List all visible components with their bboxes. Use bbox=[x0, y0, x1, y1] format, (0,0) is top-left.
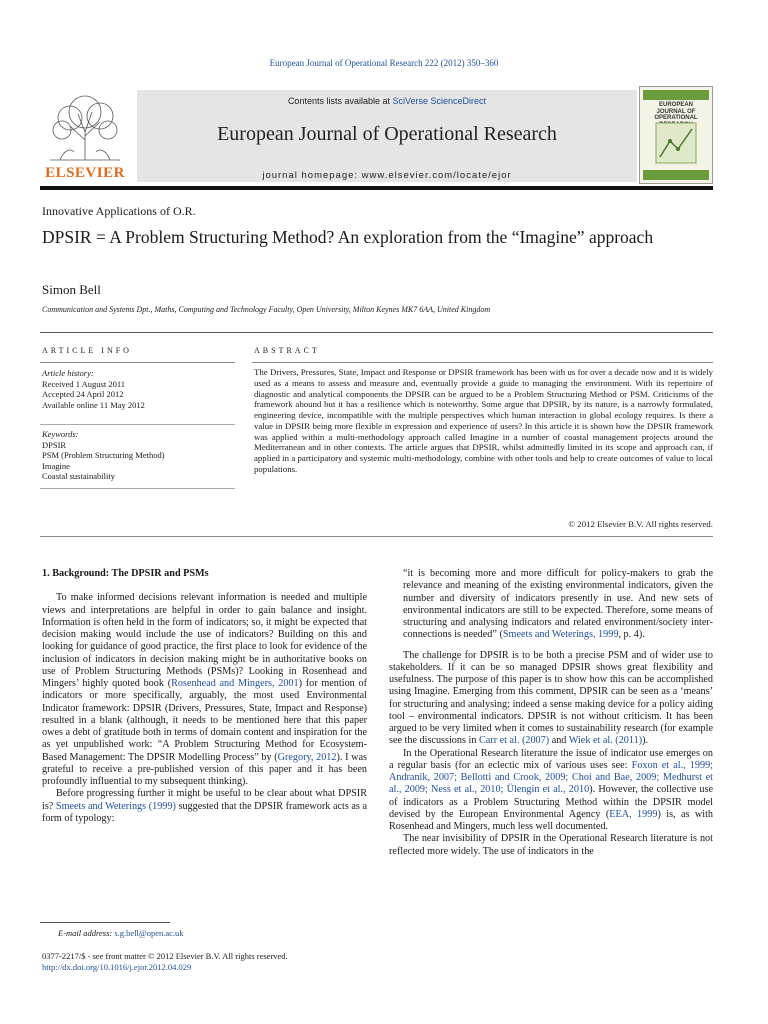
section-heading: 1. Background: The DPSIR and PSMs bbox=[42, 568, 209, 579]
reference-link[interactable]: Rosenhead and Mingers, 2001 bbox=[171, 678, 299, 689]
history-accepted: Accepted 24 April 2012 bbox=[42, 389, 124, 400]
cover-bottom-band bbox=[643, 170, 709, 180]
text: and bbox=[549, 735, 569, 747]
keywords-block bbox=[42, 429, 232, 482]
journal-masthead bbox=[40, 86, 713, 184]
cover-artwork bbox=[654, 121, 698, 165]
body-paragraph bbox=[389, 748, 713, 834]
block-quote bbox=[389, 568, 713, 642]
abstract-rule bbox=[252, 362, 713, 363]
keyword: DPSIR bbox=[42, 439, 67, 450]
body-left-column bbox=[42, 568, 367, 825]
title-rule bbox=[40, 332, 713, 333]
masthead-banner bbox=[137, 90, 637, 182]
abstract-bottom-rule bbox=[40, 536, 713, 537]
keyword: PSM (Problem Structuring Method) bbox=[42, 450, 165, 461]
journal-homepage-link[interactable]: journal homepage: www.elsevier.com/locate/ejor bbox=[262, 170, 512, 181]
text: ) is, as with Rosenhead and Mingers, much less well documented. bbox=[389, 808, 713, 832]
text: , p. 4). bbox=[618, 629, 645, 641]
info-divider bbox=[40, 488, 235, 489]
reference-link[interactable]: Wiek et al. (2011) bbox=[568, 735, 643, 747]
history-received: Received 1 August 2011 bbox=[42, 378, 126, 389]
text: ). I was grateful to receive a pre-published version of this paper and it has been profoundly influential to my subsequent thinking). bbox=[42, 751, 367, 787]
reference-link[interactable]: Gregory, 2012 bbox=[277, 751, 337, 763]
sciencedirect-link[interactable]: SciVerse ScienceDirect bbox=[392, 96, 487, 106]
body-paragraph: The near invisibility of DPSIR in the Operational Research literature is not reflected more widely. The use of indicators in the bbox=[389, 833, 713, 857]
cover-title: EUROPEAN JOURNAL OF OPERATIONAL bbox=[654, 102, 698, 121]
reference-link[interactable]: Foxon et al., 1999; Andranik, 2007; Bellotti and Crook, 2009; Choi and Bae, 2009; Medhurst et al., 2009; Ness et al., 2010; Ülengin et al., 2010 bbox=[389, 759, 713, 796]
masthead-rule bbox=[40, 186, 713, 190]
history-label: Article history: bbox=[42, 368, 94, 378]
body-paragraph bbox=[42, 592, 367, 788]
article-section-type: Innovative Applications of O.R. bbox=[42, 204, 196, 218]
text: The challenge for DPSIR is to be both a precise PSM and of wider use to stakeholders. If it can be so managed DPSIR shows great flexibility and usefulness. The purpose of this paper is to show how this can be accomplished using Imagine. Emerging from this comment, DPSIR can be seen as a ‘means’ for structuring and analysing; indeed a sense making device for a policy aiding tool – environmental indicators. DPSIR is not without criticism. It has been argued to be very limited when it comes to sustainability research (for example see the discussions in bbox=[389, 649, 713, 747]
text: suggested that the DPSIR framework acts as a form of typology: bbox=[42, 800, 367, 824]
article-author: Simon Bell bbox=[42, 282, 101, 297]
reference-link[interactable]: EEA, 1999 bbox=[609, 808, 658, 820]
elsevier-logo[interactable] bbox=[40, 90, 130, 182]
keyword: Imagine bbox=[42, 460, 70, 471]
cover-top-band bbox=[643, 90, 709, 100]
body-paragraph bbox=[389, 650, 713, 748]
abstract-heading: ABSTRACT bbox=[254, 346, 320, 355]
text: “it is becoming more and more difficult for policy-makers to grab the relevance and meaning of the existing environmental indicators, given the number and diversity of indicators presently in use. And new sets of environmental indicators are still to be expected. Therefore, some means of structuring and analysing indicators and related environment/society inter-connections is needed” ( bbox=[403, 568, 713, 641]
keywords-label: Keywords: bbox=[42, 429, 79, 439]
keyword: Coastal sustainability bbox=[42, 471, 115, 482]
text: ). However, the collective use of indicators as a Problem Structuring Method within the DPSIR model devised by the European Environmental Agency ( bbox=[389, 784, 713, 820]
abstract-copyright: © 2012 Elsevier B.V. All rights reserved. bbox=[568, 519, 713, 529]
contents-prefix: Contents lists available at bbox=[287, 96, 393, 106]
reference-link[interactable]: Smeets and Weterings (1999) bbox=[55, 800, 176, 812]
author-affiliation: Communication and Systems Dpt., Maths, Computing and Technology Faculty, Open University, Milton Keynes MK7 6AA, United Kingdom bbox=[42, 305, 491, 314]
article-history bbox=[42, 368, 232, 410]
author-email-footnote bbox=[58, 928, 184, 938]
history-online: Available online 11 May 2012 bbox=[42, 399, 145, 410]
info-divider bbox=[40, 424, 235, 425]
text: To make informed decisions relevant information is needed and multiple views and interpretations are helpful in order to gain balance and insight. Information is often held in the form of indicators; so, it might be expected that decision making would include the use of indicators? Building on this and looking for guidance of good practice, the first place to look for evidence of the inclusion of indicators in decision making might be in authoritative books on use of Problem Structuring Methods (PSMs)? Looking in Rosenhead and Mingers’ highly quoted book ( bbox=[42, 592, 367, 689]
text: In the Operational Research literature the issue of indicator use emerges on a regular basis (for an eclectic mix of various uses see: bbox=[389, 747, 713, 771]
abstract-text: The Drivers, Pressures, State, Impact and Response or DPSIR framework has been with us for over a decade now and it is widely used as a means to assess and measure and, eventually provide a guide to managing the environment. With its repertoire of diagnostic and analytical components the DPSIR can be argued to be a Problem Structuring Method or PSM. Criticisms of the framework abound but it has a resilience which is noteworthy. Some argue that DPSIR, by its nature, is a narrowly formulated, engineering device, incompatible with the multiple perspectives which human interaction in global ecology requires. Is there a value in DPSIR being more flexible in expression and experience of users? In this article it is shown how the DPSIR framework was applied within a multi-methodology approach called Imagine in a number of coastal management projects around the Mediterranean and in other contexts. The article argues that DPSIR, whilst admittedly limited in its scope and approach can, if applied in a participatory and systemic multi-methodology, combine with other tools and help to create outcomes of value to local populations. bbox=[254, 367, 713, 474]
contents-line bbox=[137, 96, 637, 106]
journal-citation[interactable]: European Journal of Operational Research 222 (2012) 350–360 bbox=[269, 58, 499, 68]
issn-line: 0377-2217/$ - see front matter © 2012 Elsevier B.V. All rights reserved. bbox=[42, 951, 288, 961]
footnote-rule bbox=[40, 922, 170, 923]
journal-cover-icon[interactable] bbox=[639, 86, 713, 184]
issn-block bbox=[42, 951, 288, 973]
reference-link[interactable]: Smeets and Weterings, 1999 bbox=[502, 629, 619, 641]
reference-link[interactable]: Carr et al. (2007) bbox=[478, 735, 550, 747]
article-title: DPSIR = A Problem Structuring Method? An exploration from the “Imagine” approach bbox=[42, 227, 654, 247]
text: ) for mention of indicators or more specifically, arguably, the most used Environmental Indicator framework: DPSIR (Drivers, Pressures, State, Impact and Response) resulted in a blank (although, it needs to be mentioned here that this paper owes a debt of gratitude both in terms of domain content and inspiration for the as yet unpublished work: “A Problem Structuring Method for Ecosystem-Based Management: The DPSIR Modelling Process” by ( bbox=[42, 678, 367, 763]
elsevier-tree-icon bbox=[40, 90, 130, 162]
article-info-heading: ARTICLE INFO bbox=[42, 346, 132, 355]
body-paragraph bbox=[42, 788, 367, 825]
email-label: E-mail address: bbox=[58, 928, 115, 938]
info-rule bbox=[40, 362, 235, 363]
body-right-column bbox=[389, 568, 713, 858]
text: ). bbox=[642, 735, 649, 747]
doi-link[interactable]: http://dx.doi.org/10.1016/j.ejor.2012.04.029 bbox=[42, 962, 192, 972]
elsevier-wordmark: ELSEVIER bbox=[45, 165, 125, 181]
email-link[interactable]: s.g.bell@open.ac.uk bbox=[114, 928, 184, 938]
text: Before progressing further it might be useful to be clear about what DPSIR is? bbox=[42, 788, 367, 812]
journal-title: European Journal of Operational Research bbox=[217, 123, 557, 145]
